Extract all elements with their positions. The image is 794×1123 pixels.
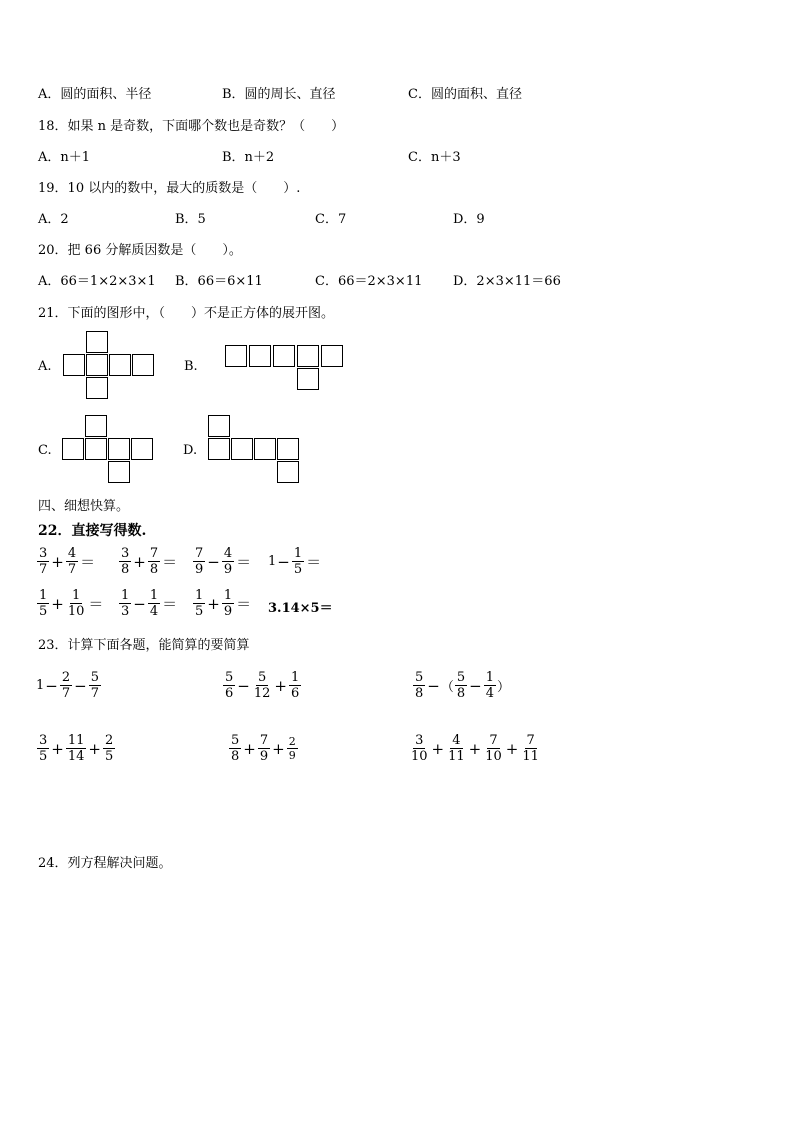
fraction: $\frac{5}{6}$ — [225, 670, 234, 701]
q22-item-4: 1 − $\frac{1}{5}$ ＝ — [268, 546, 322, 577]
q19-option-c: C．7 — [315, 212, 347, 227]
fraction: $\frac{1}{4}$ — [485, 670, 495, 701]
q20-option-d: D．2×3×11＝66 — [453, 274, 561, 289]
fraction: $\frac{1}{6}$ — [290, 670, 300, 701]
q17-option-c: C．圆的面积、直径 — [408, 87, 522, 102]
fraction: $\frac{7}{9}$ — [259, 733, 269, 764]
q22-item-6: $\frac{1}{3}$ − $\frac{1}{4}$ ＝ — [121, 588, 178, 619]
fraction: $\frac{7}{8}$ — [149, 546, 159, 577]
fraction: $\frac{2}{9}$ — [288, 735, 296, 762]
q21-label-d: D. — [183, 443, 198, 458]
fraction: $\frac{5}{8}$ — [415, 670, 424, 701]
q23-item-4: $\frac{3}{5}$ + $\frac{11}{14}$ + $\frac{2}{5}$ — [39, 733, 114, 764]
fraction: $\frac{5}{12}$ — [253, 670, 271, 701]
fraction: $\frac{1}{5}$ — [195, 588, 204, 619]
q22-item-3: $\frac{7}{9}$ − $\frac{4}{9}$ ＝ — [195, 546, 252, 577]
q24-stem: 24．列方程解决问题。 — [38, 856, 172, 871]
q22-item-7: $\frac{1}{5}$ + $\frac{1}{9}$ ＝ — [195, 588, 252, 619]
cube-net-a — [63, 331, 156, 401]
q23-item-5: $\frac{5}{8}$ + $\frac{7}{9}$ + $\frac{2}{9}$ — [231, 733, 296, 764]
q18-option-a: A．n＋1 — [38, 150, 91, 165]
fraction: $\frac{3}{7}$ — [39, 546, 48, 577]
q22-item-2: $\frac{3}{8}$ + $\frac{7}{8}$ ＝ — [121, 546, 178, 577]
cube-net-b — [225, 345, 345, 391]
q22-item-1: $\frac{3}{7}$ + $\frac{4}{7}$ ＝ — [39, 546, 96, 577]
fraction: $\frac{7}{11}$ — [522, 733, 539, 764]
fraction: $\frac{4}{9}$ — [223, 546, 233, 577]
q19-option-a: A．2 — [38, 212, 69, 227]
q18-option-c: C．n＋3 — [408, 150, 461, 165]
fraction: $\frac{2}{5}$ — [104, 733, 114, 764]
q23-stem: 23．计算下面各题，能简算的要简算 — [38, 638, 250, 653]
fraction: $\frac{11}{14}$ — [67, 733, 85, 764]
fraction: $\frac{1}{3}$ — [121, 588, 130, 619]
fraction: $\frac{1}{4}$ — [149, 588, 159, 619]
fraction: $\frac{3}{8}$ — [121, 546, 130, 577]
fraction: $\frac{5}{8}$ — [456, 670, 466, 701]
fraction: $\frac{7}{9}$ — [195, 546, 204, 577]
q23-item-3: $\frac{5}{8}$ − （ $\frac{5}{8}$ − $\frac{1}{4}$ ） — [415, 670, 511, 701]
q21-label-b: B. — [184, 359, 198, 374]
q20-option-b: B．66＝6×11 — [175, 274, 263, 289]
q17-option-b: B．圆的周长、直径 — [222, 87, 336, 102]
q20-stem: 20．把 66 分解质因数是（ ）。 — [38, 243, 242, 258]
cube-net-d — [208, 415, 301, 485]
q21-label-c: C. — [38, 443, 52, 458]
q23-item-6: $\frac{3}{10}$ + $\frac{4}{11}$ + $\frac{7}{10}$ + $\frac{7}{11}$ — [411, 733, 539, 764]
q22-item-5: $\frac{1}{5}$ + $\frac{1}{10}$ ＝ — [39, 588, 104, 619]
q22-item-8: 3.14×5＝ — [268, 601, 333, 616]
fraction: $\frac{3}{10}$ — [411, 733, 428, 764]
section-4-title: 四、细想快算。 — [38, 499, 130, 514]
fraction: $\frac{4}{7}$ — [67, 546, 77, 577]
q19-option-b: B．5 — [175, 212, 206, 227]
fraction: $\frac{7}{10}$ — [485, 733, 502, 764]
cube-net-c — [62, 415, 155, 485]
fraction: $\frac{5}{7}$ — [90, 670, 99, 701]
fraction: $\frac{4}{11}$ — [448, 733, 465, 764]
fraction: $\frac{3}{5}$ — [39, 733, 48, 764]
fraction: $\frac{2}{7}$ — [61, 670, 71, 701]
q17-option-a: A．圆的面积、半径 — [38, 87, 152, 102]
fraction: $\frac{1}{5}$ — [293, 546, 303, 577]
q20-option-a: A．66＝1×2×3×1 — [38, 274, 156, 289]
q18-stem: 18．如果 n 是奇数，下面哪个数也是奇数？（ ） — [38, 119, 345, 134]
fraction: $\frac{1}{5}$ — [39, 588, 48, 619]
q22-stem: 22．直接写得数. — [38, 523, 147, 539]
q23-item-1: 1 − $\frac{2}{7}$ − $\frac{5}{7}$ — [36, 670, 99, 701]
fraction: $\frac{5}{8}$ — [231, 733, 240, 764]
q21-stem: 21．下面的图形中，（ ）不是正方体的展开图。 — [38, 306, 335, 321]
q23-item-2: $\frac{5}{6}$ − $\frac{5}{12}$ + $\frac{1}{6}$ — [225, 670, 300, 701]
fraction: $\frac{1}{10}$ — [67, 588, 85, 619]
q19-option-d: D．9 — [453, 212, 485, 227]
q18-option-b: B．n＋2 — [222, 150, 275, 165]
q21-label-a: A. — [38, 359, 52, 374]
q19-stem: 19．10 以内的数中，最大的质数是（ ）. — [38, 181, 301, 196]
fraction: $\frac{1}{9}$ — [223, 588, 233, 619]
q20-option-c: C．66＝2×3×11 — [315, 274, 423, 289]
